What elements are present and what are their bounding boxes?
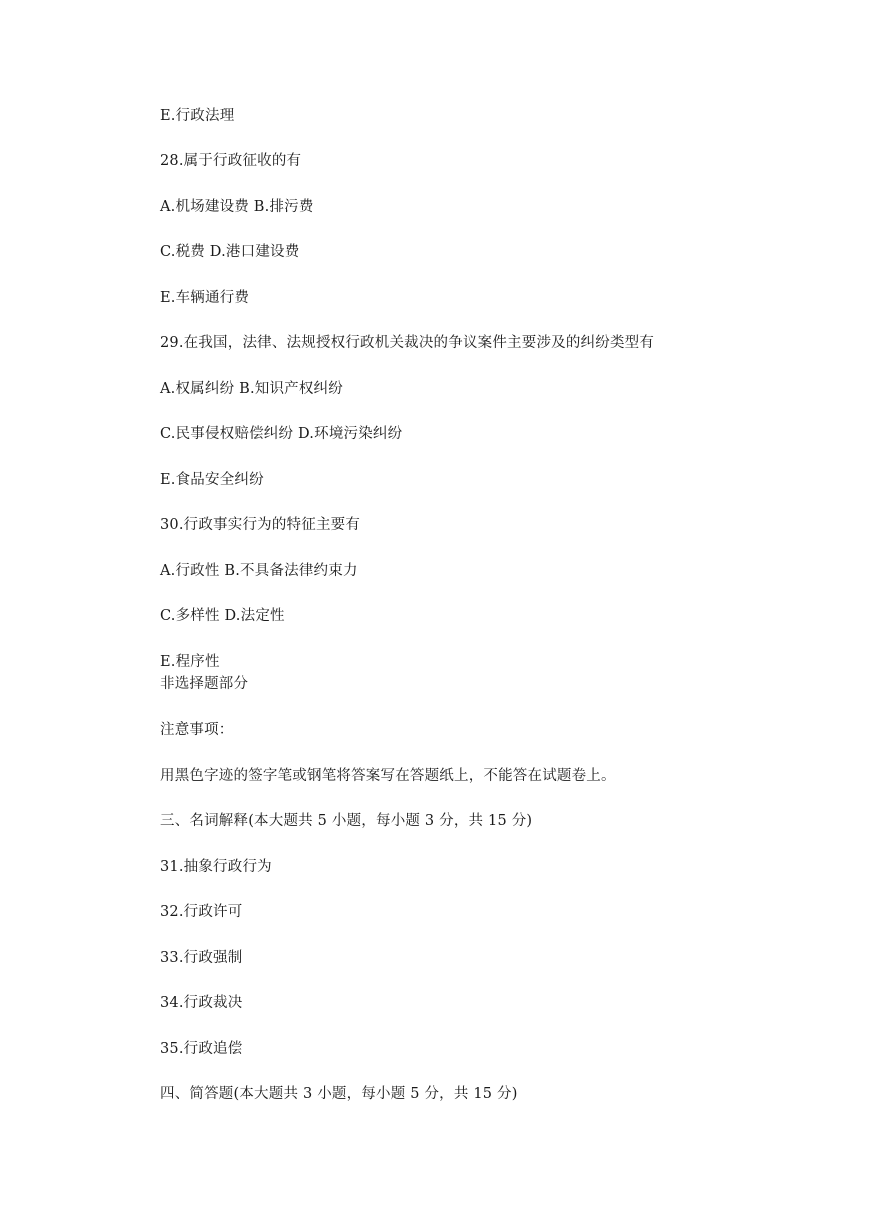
option-e-q27: E.行政法理 [160,108,235,124]
section-four-heading: 四、简答题(本大题共 3 小题，每小题 5 分，共 15 分) [160,1086,518,1102]
options-cd-q30: C.多样性 D.法定性 [160,608,285,624]
option-e-q28: E.车辆通行费 [160,290,250,306]
question-31: 31.抽象行政行为 [160,859,272,875]
options-cd-q28: C.税费 D.港口建设费 [160,244,300,260]
options-ab-q28: A.机场建设费 B.排污费 [160,199,314,215]
option-e-q29: E.食品安全纠纷 [160,472,264,488]
question-28: 28.属于行政征收的有 [160,153,302,169]
question-32: 32.行政许可 [160,904,243,920]
question-30: 30.行政事实行为的特征主要有 [160,517,361,533]
question-35: 35.行政追偿 [160,1041,243,1057]
options-cd-q29: C.民事侵权赔偿纠纷 D.环境污染纠纷 [160,426,403,442]
question-29: 29.在我国，法律、法规授权行政机关裁决的争议案件主要涉及的纠纷类型有 [160,335,655,351]
question-34: 34.行政裁决 [160,995,243,1011]
options-ab-q30: A.行政性 B.不具备法律约束力 [160,563,358,579]
notice-text: 用黑色字迹的签字笔或钢笔将答案写在答题纸上，不能答在试题卷上。 [160,768,616,784]
options-ab-q29: A.权属纠纷 B.知识产权纠纷 [160,381,343,397]
section-three-heading: 三、名词解释(本大题共 5 小题，每小题 3 分，共 15 分) [160,813,533,829]
notice-heading: 注意事项： [160,722,234,738]
option-e-q30: E.程序性 [160,654,220,670]
section-heading-non-choice: 非选择题部分 [160,676,249,692]
question-33: 33.行政强制 [160,950,243,966]
